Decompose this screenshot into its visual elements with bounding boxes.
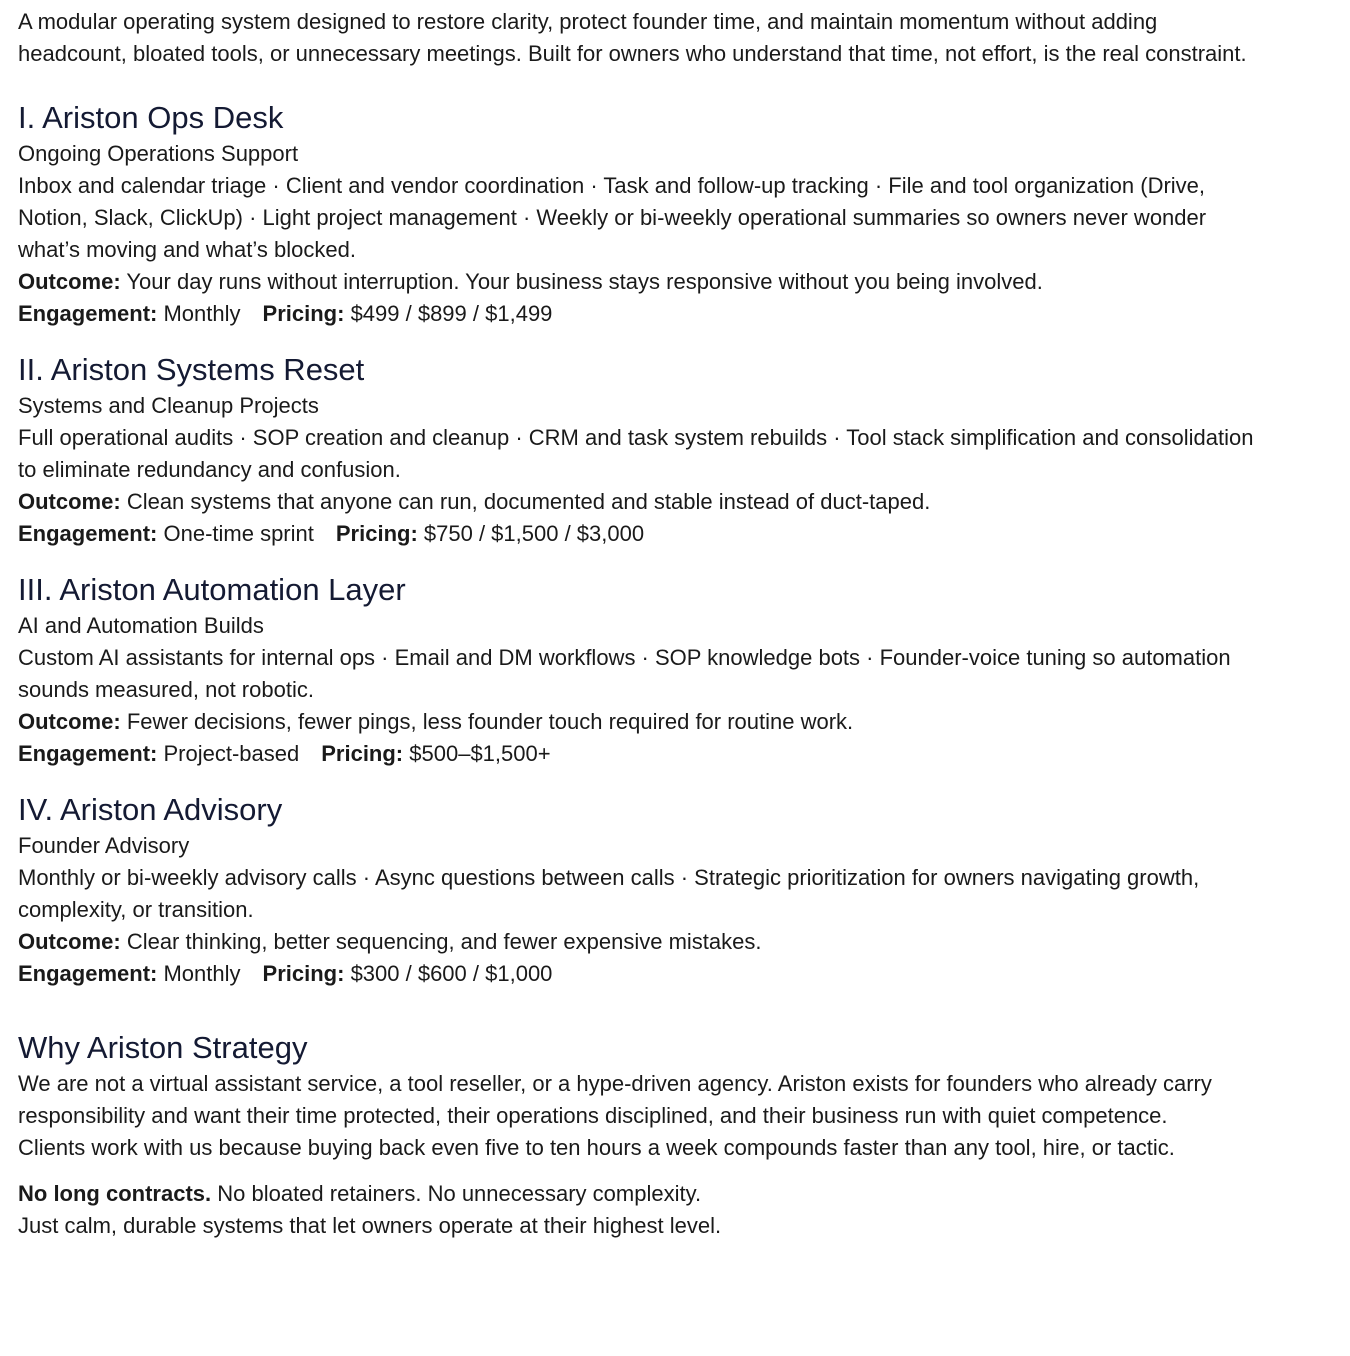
outcome-text: Clean systems that anyone can run, documented and stable instead of duct-taped. xyxy=(126,489,931,514)
service-subtitle: Founder Advisory xyxy=(18,833,190,858)
closing-line-1 xyxy=(18,1178,1258,1210)
engagement-label: Engagement: xyxy=(18,961,158,986)
pricing-label: Pricing: xyxy=(262,301,345,326)
service-terms xyxy=(18,298,1258,330)
intro-paragraph: A modular operating system designed to restore clarity, protect founder time, and maintain momentum without adding headcount, bloated tools, or unnecessary meetings. Built for owners who understand that time, not effort, is the real constraint. xyxy=(18,9,1247,66)
closing-line-2: Just calm, durable systems that let owners operate at their highest level. xyxy=(18,1213,722,1238)
pricing-label: Pricing: xyxy=(321,741,404,766)
service-advisory xyxy=(18,790,1258,990)
outcome-text: Clear thinking, better sequencing, and fewer expensive mistakes. xyxy=(126,929,762,954)
service-terms xyxy=(18,958,1258,990)
engagement-label: Engagement: xyxy=(18,521,158,546)
outcome-label: Outcome: xyxy=(18,489,121,514)
service-title: III. Ariston Automation Layer xyxy=(18,572,406,607)
engagement-value: Monthly xyxy=(163,961,241,986)
service-subtitle: AI and Automation Builds xyxy=(18,613,264,638)
service-terms xyxy=(18,738,1258,770)
why-title: Why Ariston Strategy xyxy=(18,1030,308,1065)
service-terms xyxy=(18,518,1258,550)
outcome-text: Your day runs without interruption. Your business stays responsive without you being involved. xyxy=(126,269,1043,294)
pricing-value: $500–$1,500+ xyxy=(409,741,551,766)
service-systems-reset xyxy=(18,350,1258,550)
service-subtitle: Ongoing Operations Support xyxy=(18,141,299,166)
pricing-value: $499 / $899 / $1,499 xyxy=(350,301,553,326)
service-title: II. Ariston Systems Reset xyxy=(18,352,365,387)
outcome-label: Outcome: xyxy=(18,269,121,294)
why-section xyxy=(18,1028,1258,1242)
pricing-label: Pricing: xyxy=(335,521,418,546)
pricing-label: Pricing: xyxy=(262,961,345,986)
closing-rest: No bloated retainers. No unnecessary complexity. xyxy=(211,1181,702,1206)
pricing-value: $750 / $1,500 / $3,000 xyxy=(423,521,645,546)
outcome-text: Fewer decisions, fewer pings, less founder touch required for routine work. xyxy=(126,709,854,734)
engagement-label: Engagement: xyxy=(18,301,158,326)
engagement-value: Project-based xyxy=(163,741,300,766)
service-subtitle: Systems and Cleanup Projects xyxy=(18,393,319,418)
service-description: Full operational audits · SOP creation and cleanup · CRM and task system rebuilds · Tool stack simplification and consolidation to eliminate redundancy and confusion. xyxy=(18,425,1254,482)
why-paragraph-1: We are not a virtual assistant service, a tool reseller, or a hype-driven agency. Ariston exists for founders who already carry responsibility and want their time protected, their operations disciplined, and their business run with quiet competence. xyxy=(18,1071,1212,1128)
outcome-label: Outcome: xyxy=(18,929,121,954)
service-outcome xyxy=(18,706,1258,738)
closing-bold: No long contracts. xyxy=(18,1181,212,1206)
engagement-value: Monthly xyxy=(163,301,241,326)
service-ops-desk xyxy=(18,98,1258,330)
service-description: Monthly or bi-weekly advisory calls · Async questions between calls · Strategic prioritization for owners navigating growth, complexity, or transition. xyxy=(18,865,1200,922)
service-title: IV. Ariston Advisory xyxy=(18,792,283,827)
service-description: Custom AI assistants for internal ops · Email and DM workflows · SOP knowledge bots · Founder-voice tuning so automation sounds measured, not robotic. xyxy=(18,645,1231,702)
service-automation-layer xyxy=(18,570,1258,770)
why-paragraph-2: Clients work with us because buying back even five to ten hours a week compounds faster than any tool, hire, or tactic. xyxy=(18,1135,1175,1160)
outcome-label: Outcome: xyxy=(18,709,121,734)
engagement-label: Engagement: xyxy=(18,741,158,766)
service-outcome xyxy=(18,486,1258,518)
service-title: I. Ariston Ops Desk xyxy=(18,100,284,135)
service-outcome xyxy=(18,266,1258,298)
service-description: Inbox and calendar triage · Client and vendor coordination · Task and follow-up tracking · File and tool organization (Drive, Notion, Slack, ClickUp) · Light project management · Weekly or bi-weekly operational summaries so owners never wonder what’s moving and what’s blocked. xyxy=(18,173,1207,262)
pricing-value: $300 / $600 / $1,000 xyxy=(350,961,553,986)
engagement-value: One-time sprint xyxy=(163,521,314,546)
service-outcome xyxy=(18,926,1258,958)
